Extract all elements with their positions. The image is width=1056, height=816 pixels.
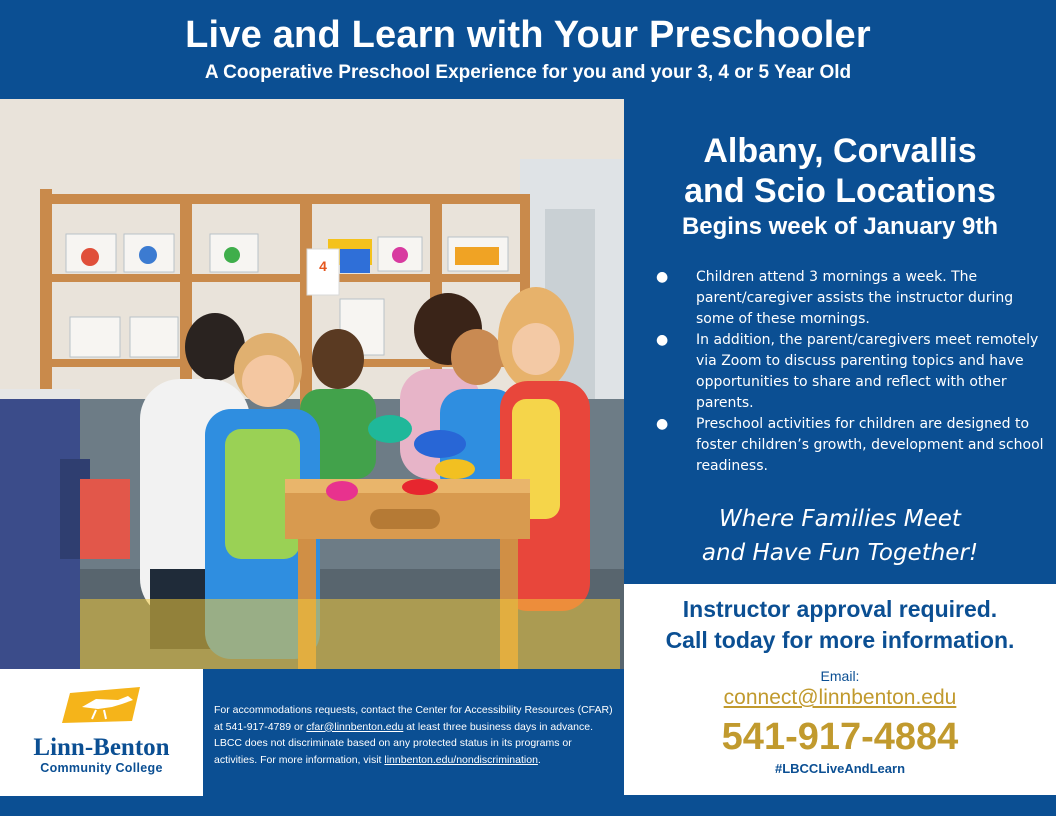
list-item <box>642 330 1047 414</box>
hashtag: #LBCCLiveAndLearn <box>774 761 906 776</box>
college-logo <box>0 669 203 796</box>
program-details-list <box>642 267 1047 477</box>
list-item <box>642 267 1047 330</box>
shelf-sign: 4 <box>319 258 327 274</box>
bullet-text: In addition, the parent/caregivers meet remotely via Zoom to discuss parenting topics and have opportunities to share and reflect with other parents. <box>696 332 1039 411</box>
classroom-photo <box>0 99 624 669</box>
tagline-line2: and Have Fun Together! <box>701 540 979 566</box>
info-panel <box>624 99 1056 584</box>
bullet-text: Preschool activities for children are designed to foster children’s growth, development and school readiness. <box>696 416 1044 474</box>
list-item <box>642 414 1047 477</box>
email-label: Email: <box>820 668 860 684</box>
bullet-icon: ● <box>656 332 669 348</box>
disclaimer-text: . <box>537 753 541 766</box>
nondiscrimination-link[interactable]: linnbenton.edu/nondiscrimination <box>384 753 538 766</box>
cfar-email-link[interactable]: cfar@linnbenton.edu <box>306 720 404 733</box>
disclaimer-text: at least three business days in advance. LBCC does not discriminate based on any protected status in its programs or activities. For more information, visit <box>214 720 593 766</box>
phone-number: 541-917-4884 <box>721 716 959 758</box>
locations-heading-line2: and Scio Locations <box>684 172 996 210</box>
logo-wordmark: Linn-Benton <box>33 734 170 761</box>
logo-subtitle: Community College <box>40 761 163 775</box>
disclaimer-text: For accommodations requests, contact the Center for Accessibility Resources (CFAR) at 541-917-4789 or <box>214 704 613 733</box>
page-title: Live and Learn with Your Preschooler <box>185 14 871 56</box>
bullet-icon: ● <box>656 416 669 432</box>
header-banner <box>0 0 1056 98</box>
approval-notice-line1: Instructor approval required. <box>682 596 998 622</box>
locations-heading-line1: Albany, Corvallis <box>703 132 977 170</box>
tagline-line1: Where Families Meet <box>719 506 961 532</box>
page-subtitle: A Cooperative Preschool Experience for you and your 3, 4 or 5 Year Old <box>204 62 852 83</box>
email-link[interactable]: connect@linnbenton.edu <box>723 686 957 709</box>
start-date: Begins week of January 9th <box>681 213 999 240</box>
bullet-text: Children attend 3 mornings a week. The parent/caregiver assists the instructor during some of these mornings. <box>696 269 1014 327</box>
bullet-icon: ● <box>656 269 669 285</box>
accessibility-disclaimer <box>214 702 614 768</box>
approval-notice-line2: Call today for more information. <box>665 627 1015 653</box>
contact-panel <box>624 584 1056 795</box>
roadrunner-logo-icon <box>0 669 203 734</box>
